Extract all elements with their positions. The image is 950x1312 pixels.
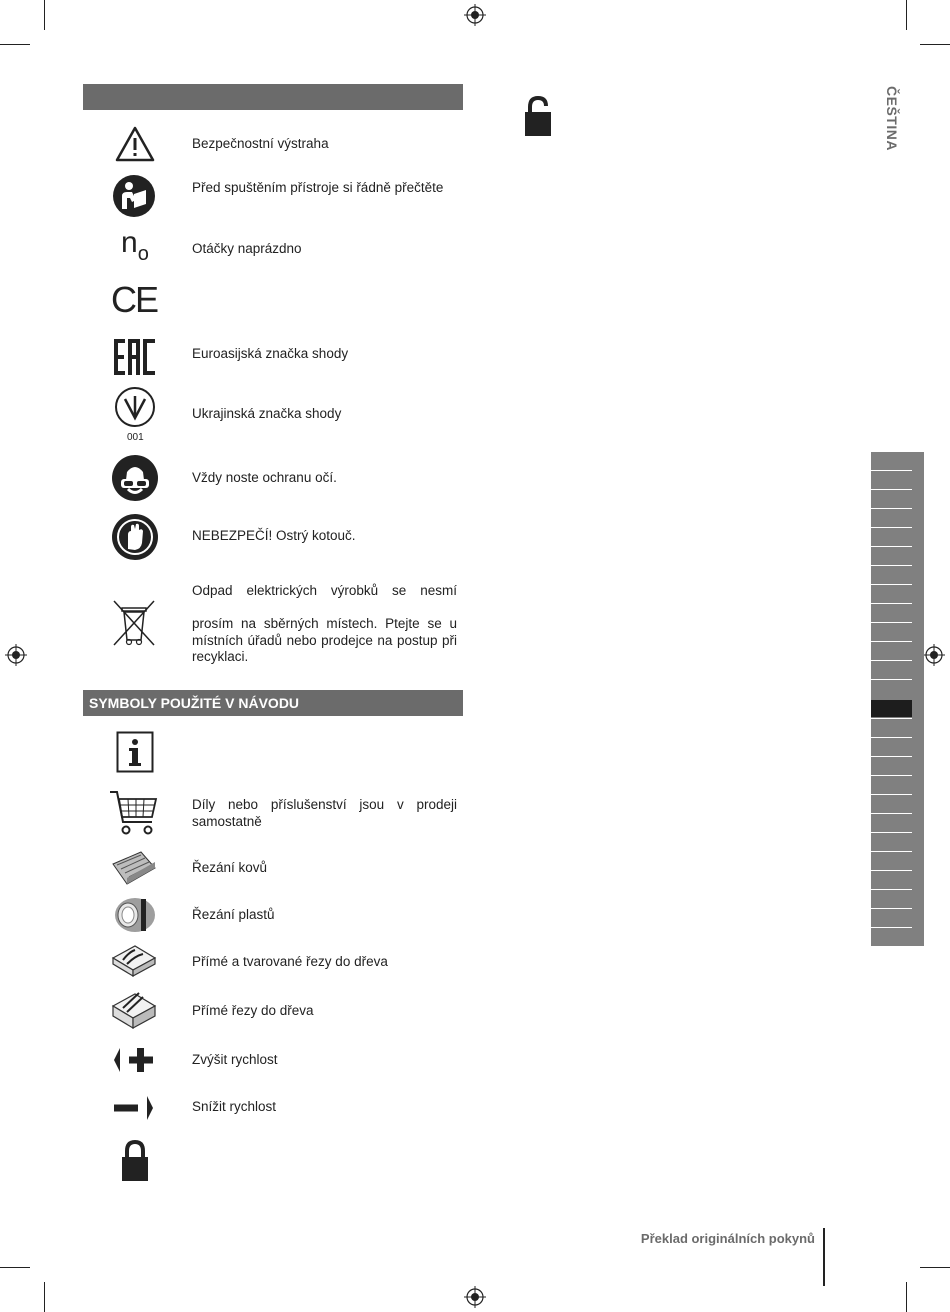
crop-mark (906, 0, 907, 30)
tab-divider (871, 622, 912, 623)
no-load-speed-glyph: n (121, 226, 138, 259)
tab-divider (871, 737, 912, 738)
sharp-blade-icon (111, 513, 159, 561)
tab-divider (871, 794, 912, 795)
metal-cutting-icon (111, 850, 157, 886)
ce-mark-glyph: CE (111, 279, 158, 320)
tab-divider (871, 489, 912, 490)
crop-mark (920, 44, 950, 45)
tab-divider (871, 603, 912, 604)
row-text-eye-protection: Vždy noste ochranu očí. (192, 470, 337, 485)
speed-decrease-icon (112, 1094, 158, 1122)
info-icon (116, 731, 154, 773)
eac-mark-icon (113, 338, 157, 376)
row-text-speed-increase: Zvýšit rychlost (192, 1052, 278, 1067)
tab-divider (871, 679, 912, 680)
crop-mark (920, 1267, 950, 1268)
row-text-sharp-blade: NEBEZPEČÍ! Ostrý kotouč. (192, 528, 356, 543)
section-header-safety (83, 84, 463, 110)
tab-divider (871, 508, 912, 509)
plastic-cutting-icon (113, 896, 157, 934)
registration-mark-icon (464, 1286, 486, 1308)
tab-divider (871, 775, 912, 776)
registration-mark-icon (464, 4, 486, 26)
footer-rule (823, 1228, 825, 1286)
language-tab (880, 86, 900, 166)
tab-divider (871, 718, 912, 719)
row-text-weee-1: Odpad elektrických výrobků se nesmí (192, 583, 457, 598)
tab-divider (871, 546, 912, 547)
ukraine-mark-label: 001 (127, 432, 144, 443)
registration-mark-icon (5, 644, 27, 666)
tab-divider (871, 660, 912, 661)
tab-divider (871, 908, 912, 909)
no-load-speed-icon (121, 228, 149, 269)
eye-protection-icon (111, 454, 159, 502)
tab-divider (871, 870, 912, 871)
warning-triangle-icon (114, 125, 156, 163)
row-text-curved-wood: Přímé a tvarované řezy do dřeva (192, 954, 388, 969)
tab-divider (871, 641, 912, 642)
tab-divider (871, 565, 912, 566)
tab-divider (871, 470, 912, 471)
speed-increase-icon (112, 1046, 158, 1074)
footer-text: Překlad originálních pokynů (640, 1231, 815, 1246)
row-text-warning: Bezpečnostní výstraha (192, 136, 329, 151)
row-text-metal: Řezání kovů (192, 860, 268, 875)
row-text-read-manual: Před spuštěním přístroje si řádně přečtěte (192, 180, 444, 195)
tab-divider (871, 889, 912, 890)
no-load-speed-sub: o (137, 243, 149, 265)
language-tab-strip (871, 452, 924, 946)
tab-divider (871, 527, 912, 528)
tab-active-language (871, 700, 912, 717)
crop-mark (44, 0, 45, 30)
shopping-cart-icon (108, 789, 160, 837)
curved-wood-cut-icon (111, 944, 157, 978)
straight-wood-cut-icon (111, 990, 157, 1030)
tab-divider (871, 813, 912, 814)
language-tab-label: ČEŠTINA (884, 86, 900, 151)
row-text-plastic: Řezání plastů (192, 907, 275, 922)
row-text-eac: Euroasijská značka shody (192, 346, 349, 361)
row-text-no-load-speed: Otáčky naprázdno (192, 241, 302, 256)
lock-open-icon (524, 96, 552, 138)
lock-closed-icon (121, 1140, 149, 1182)
tab-divider (871, 756, 912, 757)
read-manual-icon (112, 174, 156, 218)
registration-mark-icon (923, 644, 945, 666)
weee-bin-icon (111, 598, 157, 648)
crop-mark (0, 44, 30, 45)
row-text-weee-2: prosím na sběrných místech. Ptejte se u místních úřadů nebo prodejce na postup při recyklaci. (192, 616, 457, 664)
ce-mark-icon (111, 279, 158, 320)
row-text-ukraine: Ukrajinská značka shody (192, 406, 342, 421)
row-text-straight-wood: Přímé řezy do dřeva (192, 1003, 314, 1018)
crop-mark (906, 1282, 907, 1312)
row-text-accessories: Díly nebo příslušenství jsou v prodeji samostatně (192, 797, 457, 829)
section-header-manual-symbols: SYMBOLY POUŽITÉ V NÁVODU (83, 690, 463, 716)
tab-divider (871, 832, 912, 833)
row-text-speed-decrease: Snížit rychlost (192, 1099, 277, 1114)
tab-divider (871, 927, 912, 928)
crop-mark (44, 1282, 45, 1312)
tab-divider (871, 851, 912, 852)
tab-divider (871, 584, 912, 585)
crop-mark (0, 1267, 30, 1268)
